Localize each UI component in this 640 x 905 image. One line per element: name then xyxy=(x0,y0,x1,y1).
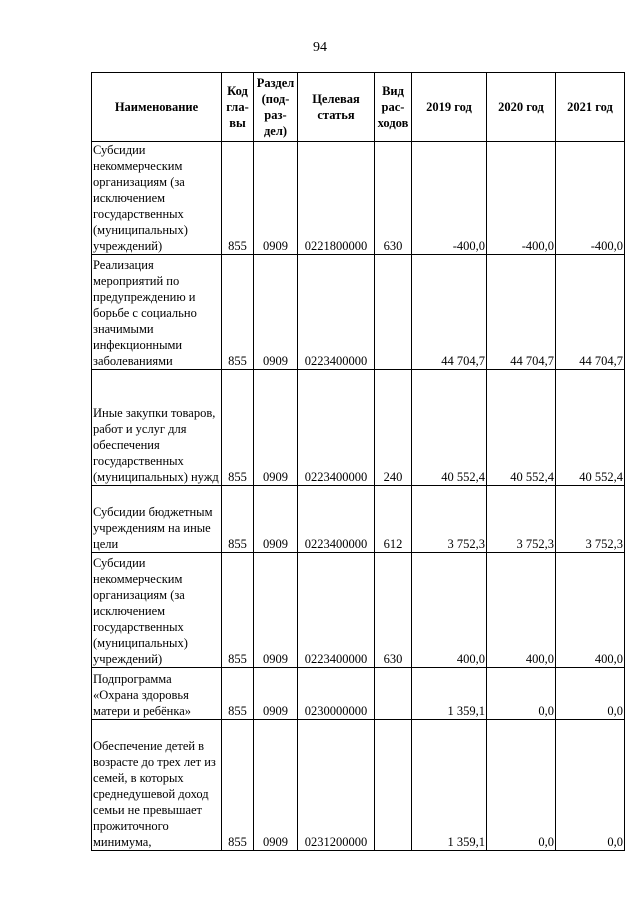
table-row xyxy=(92,255,625,370)
row-2019: 1 359,1 xyxy=(412,720,487,851)
row-name: Субсидии бюджетным учреждениям на иные цели xyxy=(92,486,222,553)
row-target: 0223400000 xyxy=(298,255,375,370)
row-chapter: 855 xyxy=(222,553,254,668)
row-target: 0223400000 xyxy=(298,486,375,553)
table-row xyxy=(92,720,625,851)
page-number: 94 xyxy=(313,40,327,55)
header-2021: 2021 год xyxy=(556,73,625,142)
header-chapter: Код гла- вы xyxy=(222,73,254,142)
row-chapter: 855 xyxy=(222,668,254,720)
row-chapter: 855 xyxy=(222,370,254,486)
table-row xyxy=(92,668,625,720)
row-2019: 40 552,4 xyxy=(412,370,487,486)
row-expense: 630 xyxy=(375,142,412,255)
row-section: 0909 xyxy=(254,142,298,255)
row-section: 0909 xyxy=(254,720,298,851)
row-2020: 3 752,3 xyxy=(487,486,556,553)
header-expense: Вид рас- ходов xyxy=(375,73,412,142)
row-name: Субсидии некоммерческим организациям (за исключением государственных (муниципальных) учреждений) xyxy=(92,553,222,668)
row-2019: 400,0 xyxy=(412,553,487,668)
row-name: Обеспечение детей в возрасте до трех лет из семей, в которых среднедушевой доход семьи не превышает прожиточного минимума, xyxy=(92,720,222,851)
row-2021: 40 552,4 xyxy=(556,370,625,486)
row-chapter: 855 xyxy=(222,720,254,851)
row-section: 0909 xyxy=(254,553,298,668)
row-section: 0909 xyxy=(254,255,298,370)
row-target: 0223400000 xyxy=(298,370,375,486)
header-target: Целевая статья xyxy=(298,73,375,142)
header-name: Наименование xyxy=(92,73,222,142)
row-section: 0909 xyxy=(254,486,298,553)
header-2019: 2019 год xyxy=(412,73,487,142)
row-2021: 400,0 xyxy=(556,553,625,668)
row-2019: -400,0 xyxy=(412,142,487,255)
row-name: Реализация мероприятий по предупреждению и борьбе с социально значимыми инфекционными заболеваниями xyxy=(92,255,222,370)
row-chapter: 855 xyxy=(222,486,254,553)
row-2021: 44 704,7 xyxy=(556,255,625,370)
row-2019: 3 752,3 xyxy=(412,486,487,553)
row-section: 0909 xyxy=(254,370,298,486)
row-2021: 3 752,3 xyxy=(556,486,625,553)
row-2021: 0,0 xyxy=(556,720,625,851)
row-expense: 630 xyxy=(375,553,412,668)
row-2020: 44 704,7 xyxy=(487,255,556,370)
row-expense xyxy=(375,720,412,851)
row-expense: 612 xyxy=(375,486,412,553)
table-row xyxy=(92,142,625,255)
row-target: 0230000000 xyxy=(298,668,375,720)
row-chapter: 855 xyxy=(222,255,254,370)
row-2021: -400,0 xyxy=(556,142,625,255)
row-name: Субсидии некоммерческим организациям (за исключением государственных (муниципальных) учреждений) xyxy=(92,142,222,255)
row-expense xyxy=(375,668,412,720)
row-2021: 0,0 xyxy=(556,668,625,720)
row-2019: 44 704,7 xyxy=(412,255,487,370)
row-2020: 0,0 xyxy=(487,668,556,720)
row-expense xyxy=(375,255,412,370)
row-2020: 400,0 xyxy=(487,553,556,668)
row-target: 0221800000 xyxy=(298,142,375,255)
table-header-row xyxy=(92,73,625,142)
row-section: 0909 xyxy=(254,668,298,720)
header-2020: 2020 год xyxy=(487,73,556,142)
row-2020: 40 552,4 xyxy=(487,370,556,486)
row-2019: 1 359,1 xyxy=(412,668,487,720)
row-expense: 240 xyxy=(375,370,412,486)
row-name: Подпрограмма «Охрана здоровья матери и ребёнка» xyxy=(92,668,222,720)
row-chapter: 855 xyxy=(222,142,254,255)
row-2020: -400,0 xyxy=(487,142,556,255)
header-section: Раздел (под- раз- дел) xyxy=(254,73,298,142)
row-2020: 0,0 xyxy=(487,720,556,851)
row-target: 0231200000 xyxy=(298,720,375,851)
table-row xyxy=(92,486,625,553)
table-row xyxy=(92,553,625,668)
row-target: 0223400000 xyxy=(298,553,375,668)
table-row xyxy=(92,370,625,486)
row-name: Иные закупки товаров, работ и услуг для обеспечения государственных (муниципальных) нужд xyxy=(92,370,222,486)
budget-table xyxy=(91,72,625,851)
